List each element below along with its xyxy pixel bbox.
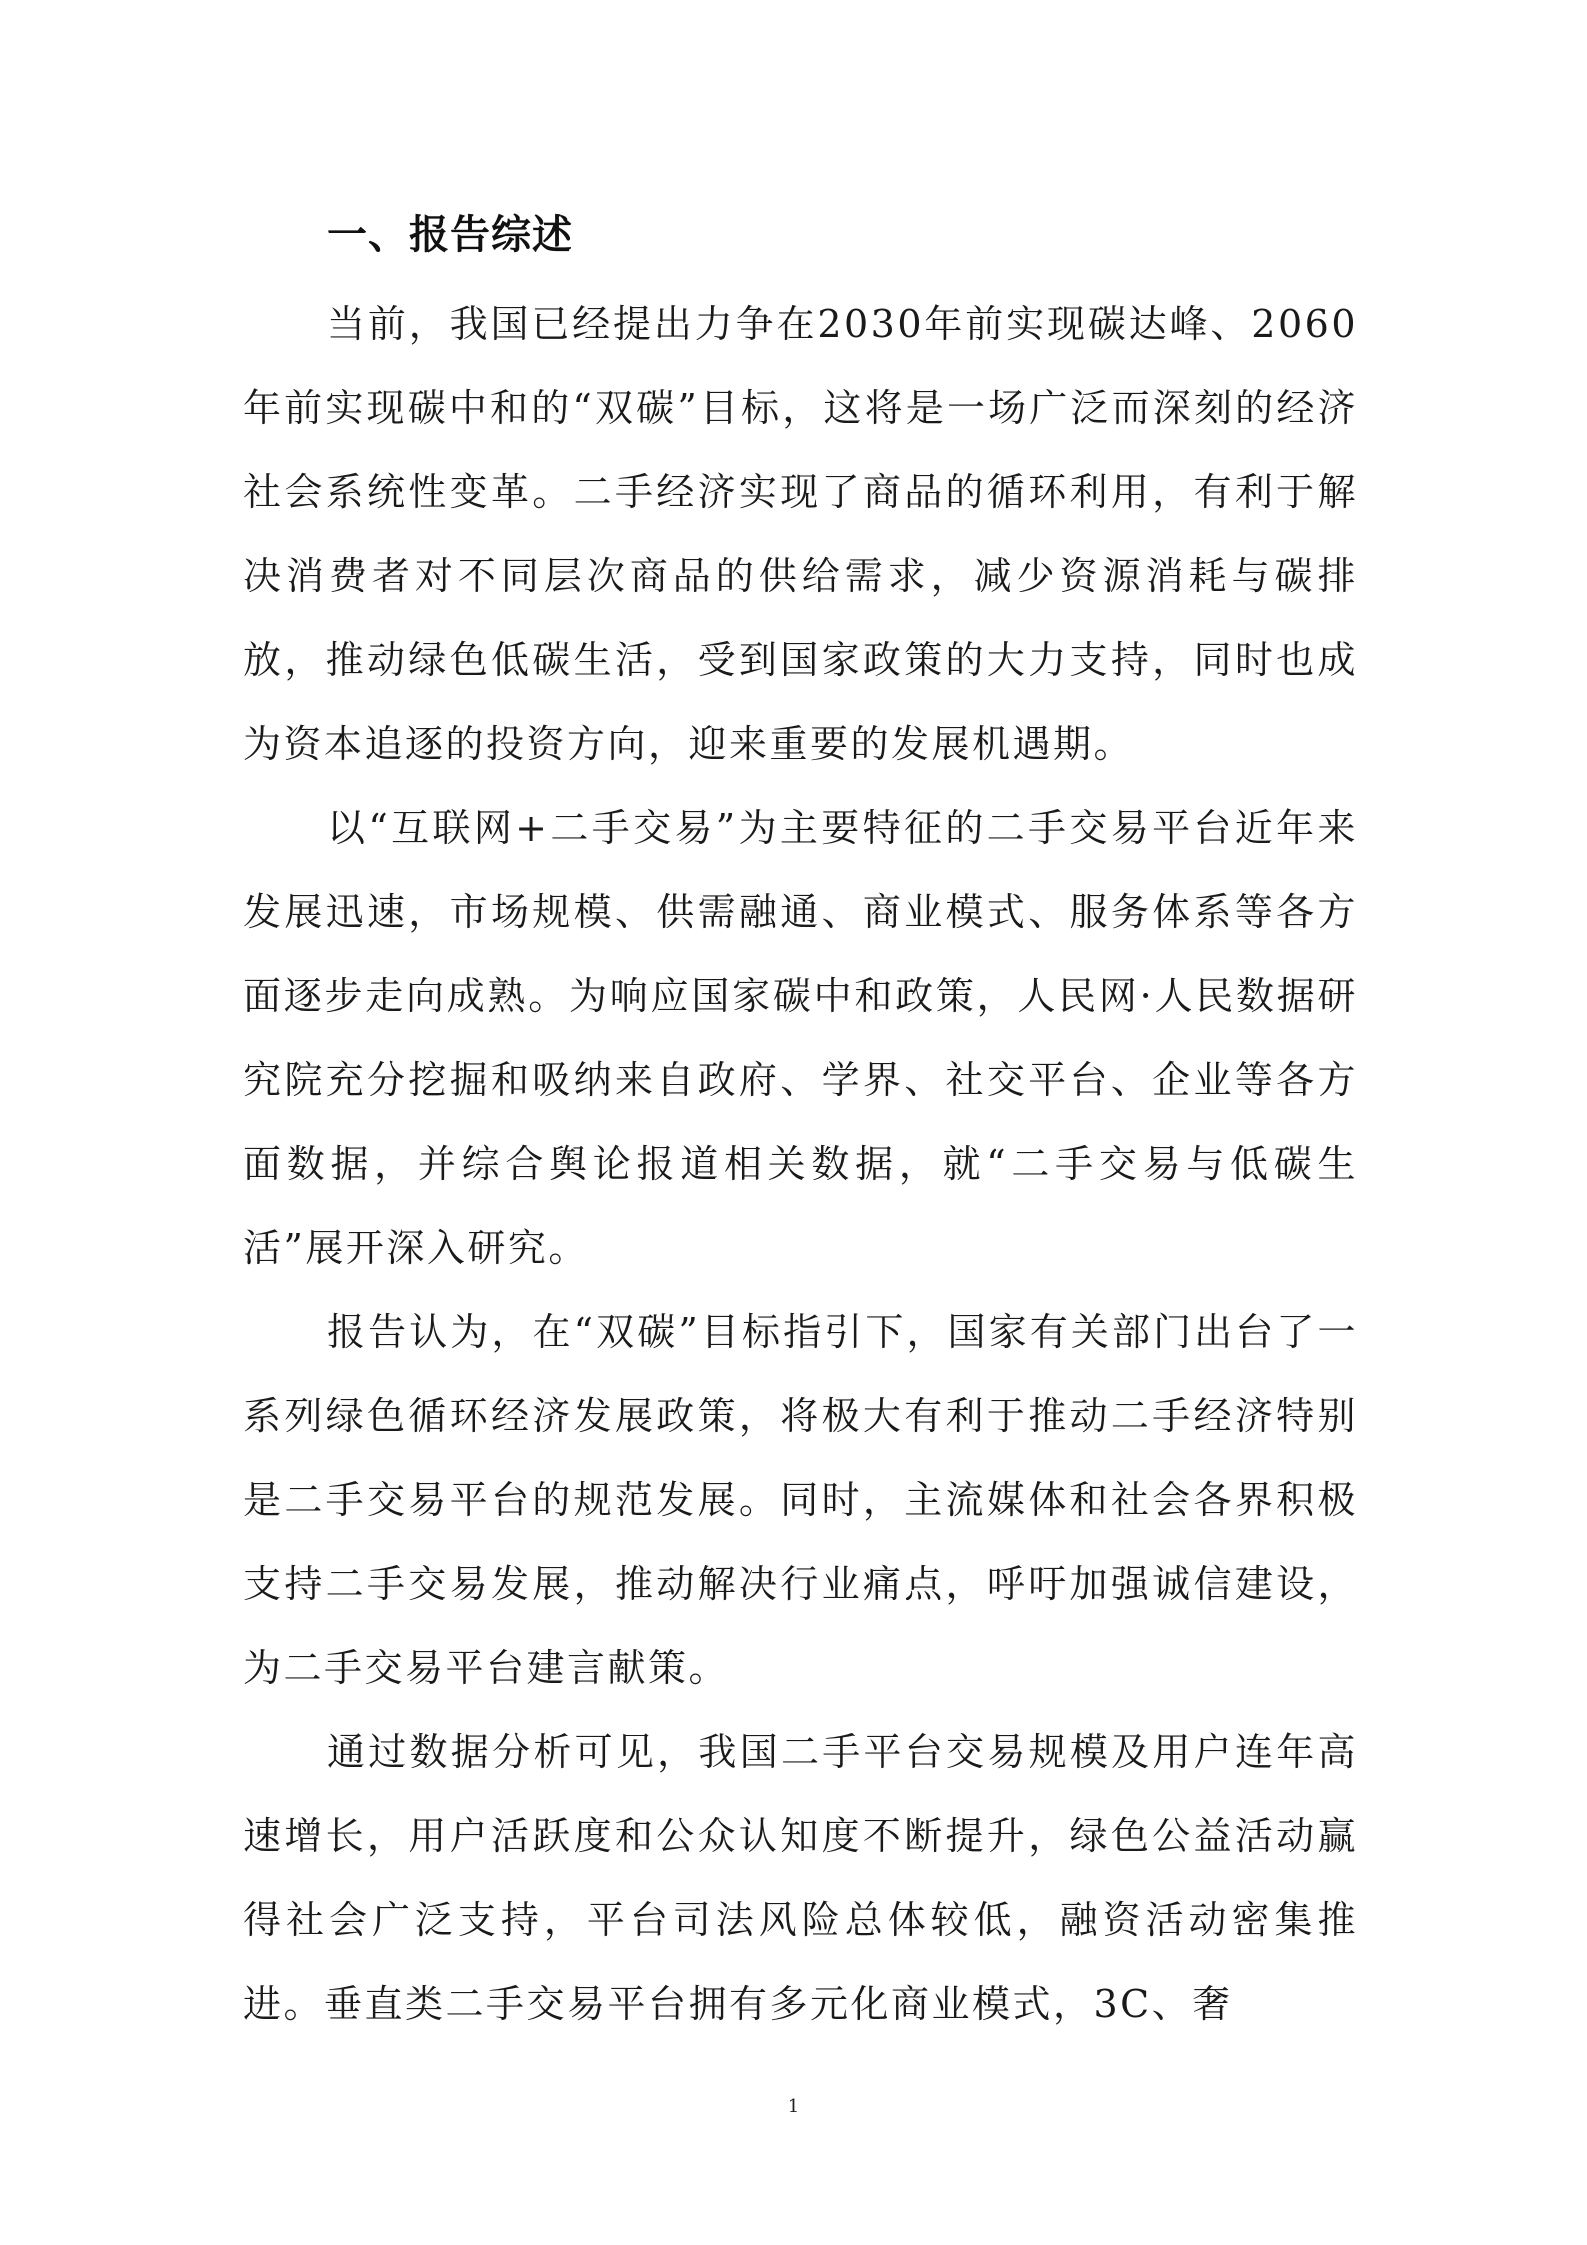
page-content bbox=[243, 200, 1358, 2046]
paragraph-report-findings: 报告认为，在“双碳”目标指引下，国家有关部门出台了一系列绿色循环经济发展政策，将极大有利于推动二手经济特别是二手交易平台的规范发展。同时，主流媒体和社会各界积极支持二手交易发展，推动解决行业痛点，呼吁加强诚信建设，为二手交易平台建言献策。 bbox=[243, 1310, 1358, 1690]
section-heading: 一、报告综述 bbox=[327, 212, 573, 258]
paragraph-dual-carbon-goals: 当前，我国已经提出力争在2030年前实现碳达峰、2060年前实现碳中和的“双碳”目标，这将是一场广泛而深刻的经济社会系统性变革。二手经济实现了商品的循环利用，有利于解决消费者对不同层次商品的供给需求，减少资源消耗与碳排放，推动绿色低碳生活，受到国家政策的大力支持，同时也成为资本追逐的投资方向，迎来重要的发展机遇期。 bbox=[243, 302, 1358, 766]
paragraph-data-analysis: 通过数据分析可见，我国二手平台交易规模及用户连年高速增长，用户活跃度和公众认知度不断提升，绿色公益活动赢得社会广泛支持，平台司法风险总体较低，融资活动密集推进。垂直类二手交易平台拥有多元化商业模式，3C、奢 bbox=[243, 1730, 1358, 2026]
paragraph-platform-development: 以“互联网+二手交易”为主要特征的二手交易平台近年来发展迅速，市场规模、供需融通、商业模式、服务体系等各方面逐步走向成熟。为响应国家碳中和政策，人民网·人民数据研究院充分挖掘和吸纳来自政府、学界、社交平台、企业等各方面数据，并综合舆论报道相关数据，就“二手交易与低碳生活”展开深入研究。 bbox=[243, 806, 1358, 1270]
page-number: 1 bbox=[787, 2096, 800, 2117]
